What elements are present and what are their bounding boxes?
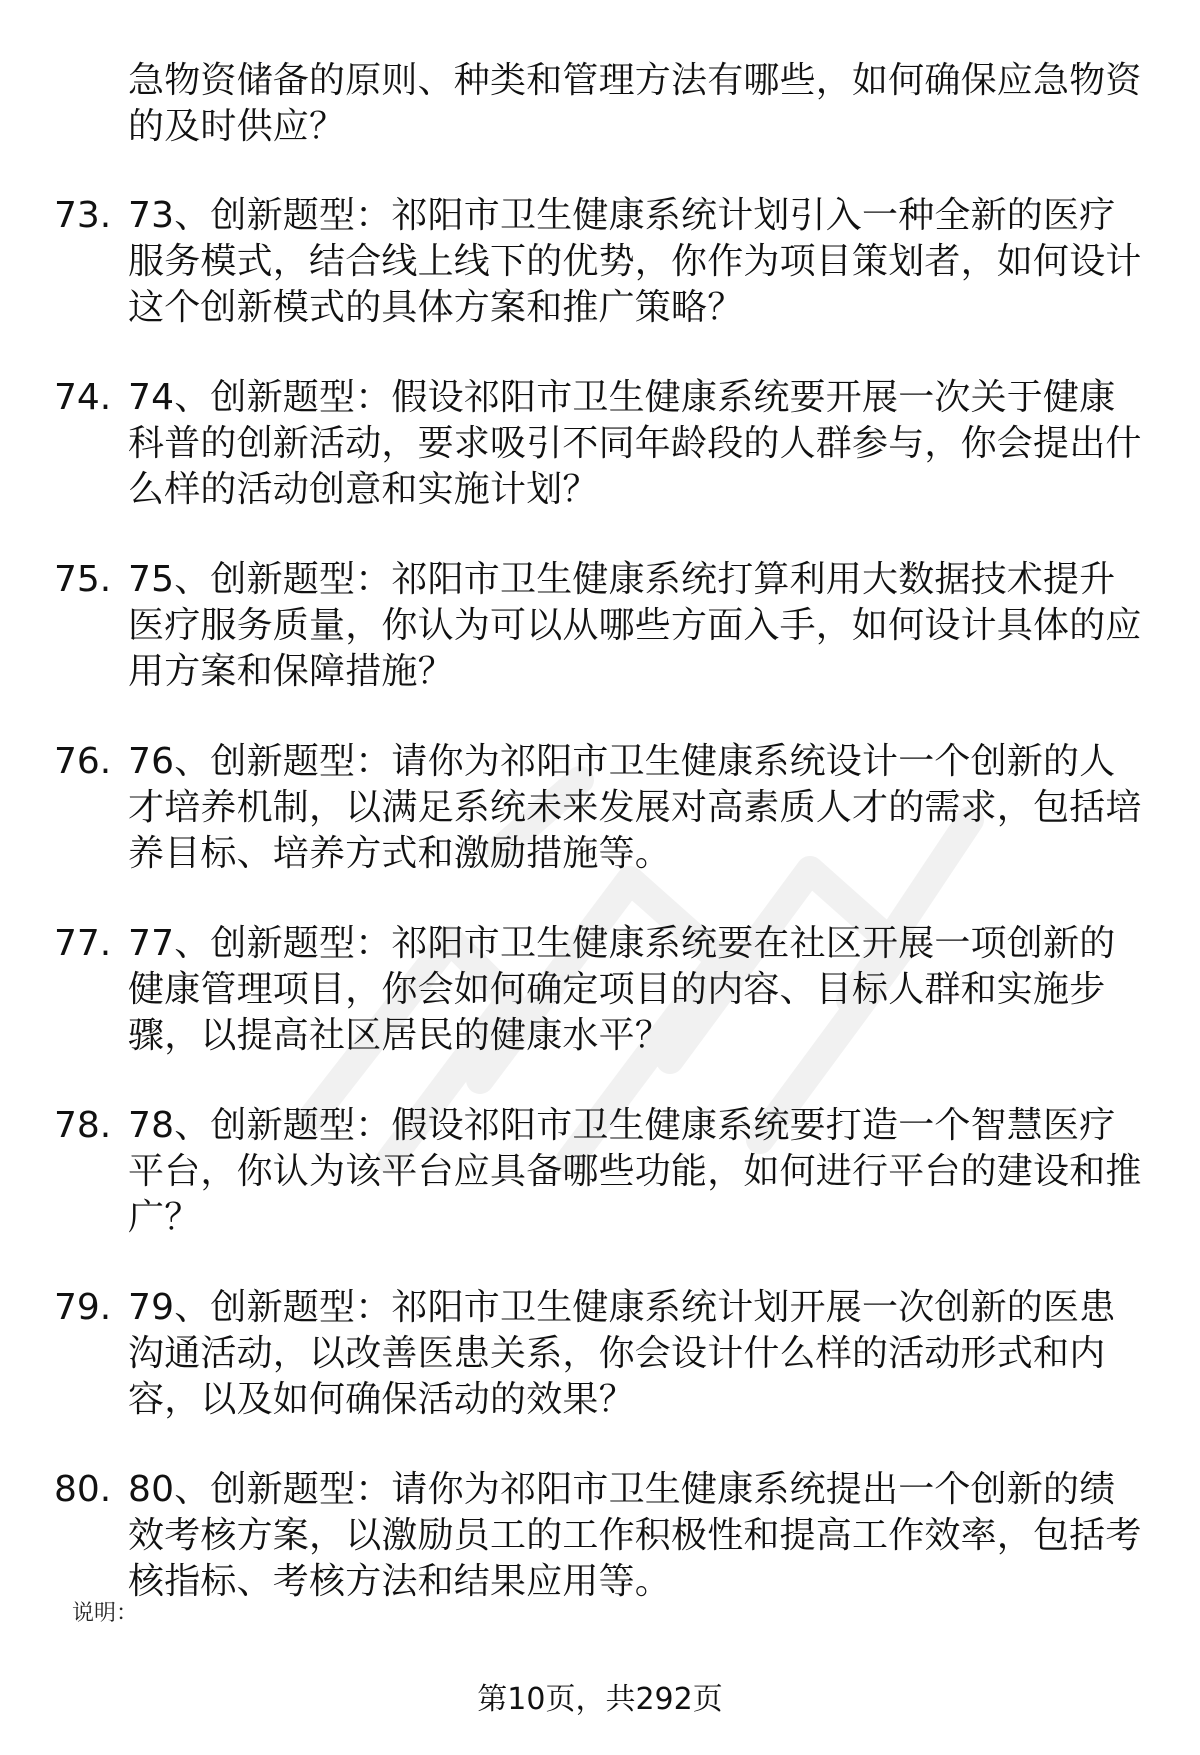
question-text: 74、创新题型：假设祁阳市卫生健康系统要开展一次关于健康科普的创新活动，要求吸引不同年龄段的人群参与，你会提出什么样的活动创意和实施计划？ — [128, 377, 1142, 510]
question-number: 76. — [54, 741, 112, 782]
question-item — [0, 375, 1200, 557]
continuation-text: 急物资储备的原则、种类和管理方法有哪些，如何确保应急物资的及时供应？ — [128, 60, 1142, 147]
question-text: 80、创新题型：请你为祁阳市卫生健康系统提出一个创新的绩效考核方案，以激励员工的工作积极性和提高工作效率，包括考核指标、考核方法和结果应用等。 — [128, 1469, 1142, 1602]
question-item — [0, 739, 1200, 921]
question-item — [0, 921, 1200, 1103]
question-text: 73、创新题型：祁阳市卫生健康系统计划引入一种全新的医疗服务模式，结合线上线下的优势，你作为项目策划者，如何设计这个创新模式的具体方案和推广策略？ — [128, 195, 1142, 328]
question-item — [0, 1467, 1200, 1649]
question-number: 74. — [54, 377, 112, 418]
question-item — [0, 557, 1200, 739]
question-text: 78、创新题型：假设祁阳市卫生健康系统要打造一个智慧医疗平台，你认为该平台应具备哪些功能，如何进行平台的建设和推广？ — [128, 1105, 1142, 1238]
question-item — [0, 1285, 1200, 1467]
question-number: 78. — [54, 1105, 112, 1146]
question-number: 80. — [54, 1469, 112, 1510]
question-list — [0, 193, 1200, 1649]
question-text: 79、创新题型：祁阳市卫生健康系统计划开展一次创新的医患沟通活动，以改善医患关系，你会设计什么样的活动形式和内容，以及如何确保活动的效果？ — [128, 1287, 1116, 1420]
question-number: 79. — [54, 1287, 112, 1328]
question-item — [0, 1103, 1200, 1285]
question-text: 75、创新题型：祁阳市卫生健康系统打算利用大数据技术提升医疗服务质量，你认为可以从哪些方面入手，如何设计具体的应用方案和保障措施？ — [128, 559, 1142, 692]
note-label: 说明： — [72, 1601, 139, 1626]
question-text: 76、创新题型：请你为祁阳市卫生健康系统设计一个创新的人才培养机制，以满足系统未来发展对高素质人才的需求，包括培养目标、培养方式和激励措施等。 — [128, 741, 1142, 874]
question-number: 75. — [54, 559, 112, 600]
question-item — [0, 193, 1200, 375]
page-footer: 第10页，共292页 — [477, 1682, 723, 1717]
question-number: 73. — [54, 195, 112, 236]
question-text: 77、创新题型：祁阳市卫生健康系统要在社区开展一项创新的健康管理项目，你会如何确定项目的内容、目标人群和实施步骤，以提高社区居民的健康水平？ — [128, 923, 1116, 1056]
question-number: 77. — [54, 923, 112, 964]
